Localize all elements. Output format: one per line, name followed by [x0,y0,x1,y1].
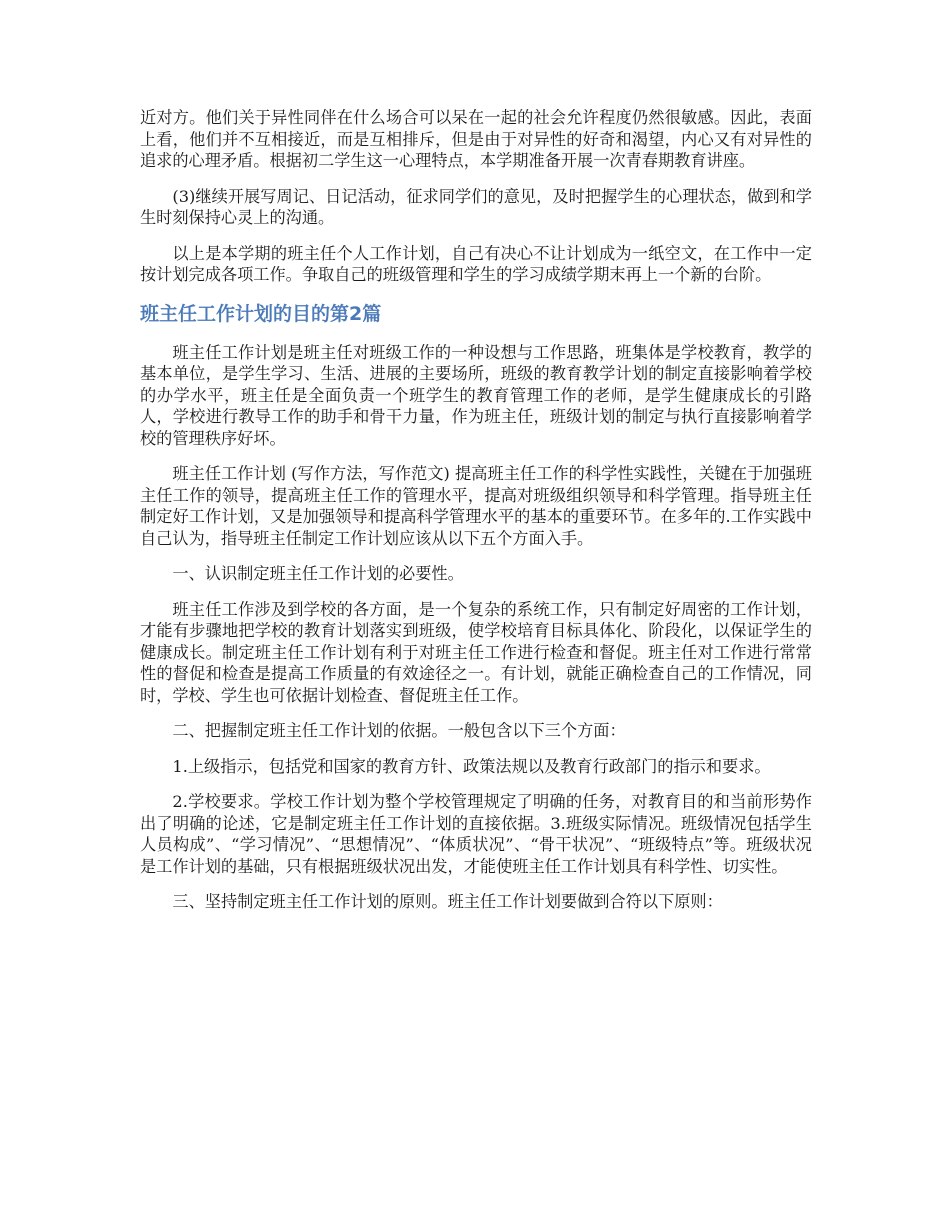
paragraph-basis-one: 1.上级指示，包括党和国家的教育方针、政策法规以及教育行政部门的指示和要求。 [172,756,771,776]
paragraph-point-two: 二、把握制定班主任工作计划的依据。一般包含以下三个方面： [172,721,626,740]
paragraph-point-three: 三、坚持制定班主任工作计划的原则。班主任工作计划要做到合符以下原则： [172,892,723,911]
paragraph-necessity: 班主任工作涉及到学校的各方面，是一个复杂的系统工作，只有制定好周密的工作计划，才能有步骤地把学校的教育计划落实到班级，使学校培育目标具体化、阶段化，以保证学生的健康成长。制定班主任工作计划有利于对班主任工作进行检查和督促。班主任对工作进行常常性的督促和检查是提高工作质量的有效途径之一。有计划，就能正确检查自己的工作情况，同时，学校、学生也可依据计划检查、督促班主任工作。 [140,599,812,705]
paragraph-weekly-journal: (3)继续开展写周记、日记活动，征求同学们的意见，及时把握学生的心理状态，做到和学生时刻保持心灵上的沟通。 [140,186,812,227]
paragraph-plan-summary: 以上是本学期的班主任个人工作计划，自己有决心不让计划成为一纸空文，在工作中一定按计划完成各项工作。争取自己的班级管理和学生的学习成绩学期末再上一个新的台阶。 [140,243,812,284]
paragraph-continuation: 近对方。他们关于异性同伴在什么场合可以呆在一起的社会允许程度仍然很敏感。因此，表面上看，他们并不互相接近，而是互相排斥，但是由于对异性的好奇和渴望，内心又有对异性的追求的心理矛盾。根据初二学生这一心理特点，本学期准备开展一次青春期教育讲座。 [140,108,812,170]
section-heading: 班主任工作计划的目的第2篇 [140,302,382,325]
paragraph-point-one: 一、认识制定班主任工作计划的必要性。 [172,564,464,583]
document-page [140,107,812,927]
paragraph-basis-two-three: 2.学校要求。学校工作计划为整个学校管理规定了明确的任务，对教育目的和当前形势作出了明确的论述，它是制定班主任工作计划的直接依据。3.班级实际情况。班级情况包括学生人员构成”、“学习情况”、“思想情况”、“体质状况”、“骨干状况”、“班级特点”等。班级状况是工作计划的基础，只有根据班级状况出发，才能使班主任工作计划具有科学性、切实性。 [140,792,812,876]
paragraph-plan-definition: 班主任工作计划是班主任对班级工作的一种设想与工作思路，班集体是学校教育，教学的基本单位，是学生学习、生活、进展的主要场所，班级的教育教学计划的制定直接影响着学校的办学水平，班主任是全面负责一个班学生的教育管理工作的老师，是学生健康成长的引路人，学校进行教导工作的助手和骨干力量，作为班主任，班级计划的制定与执行直接影响着学校的管理秩序好坏。 [140,342,812,448]
paragraph-plan-guidance: 班主任工作计划 (写作方法，写作范文) 提高班主任工作的科学性实践性，关键在于加强班主任工作的领导，提高班主任工作的管理水平，提高对班级组织领导和科学管理。指导班主任制定好工作计划，又是加强领导和提高科学管理水平的基本的重要环节。在多年的.工作实践中自己认为，指导班主任制定工作计划应该从以下五个方面入手。 [140,464,812,548]
